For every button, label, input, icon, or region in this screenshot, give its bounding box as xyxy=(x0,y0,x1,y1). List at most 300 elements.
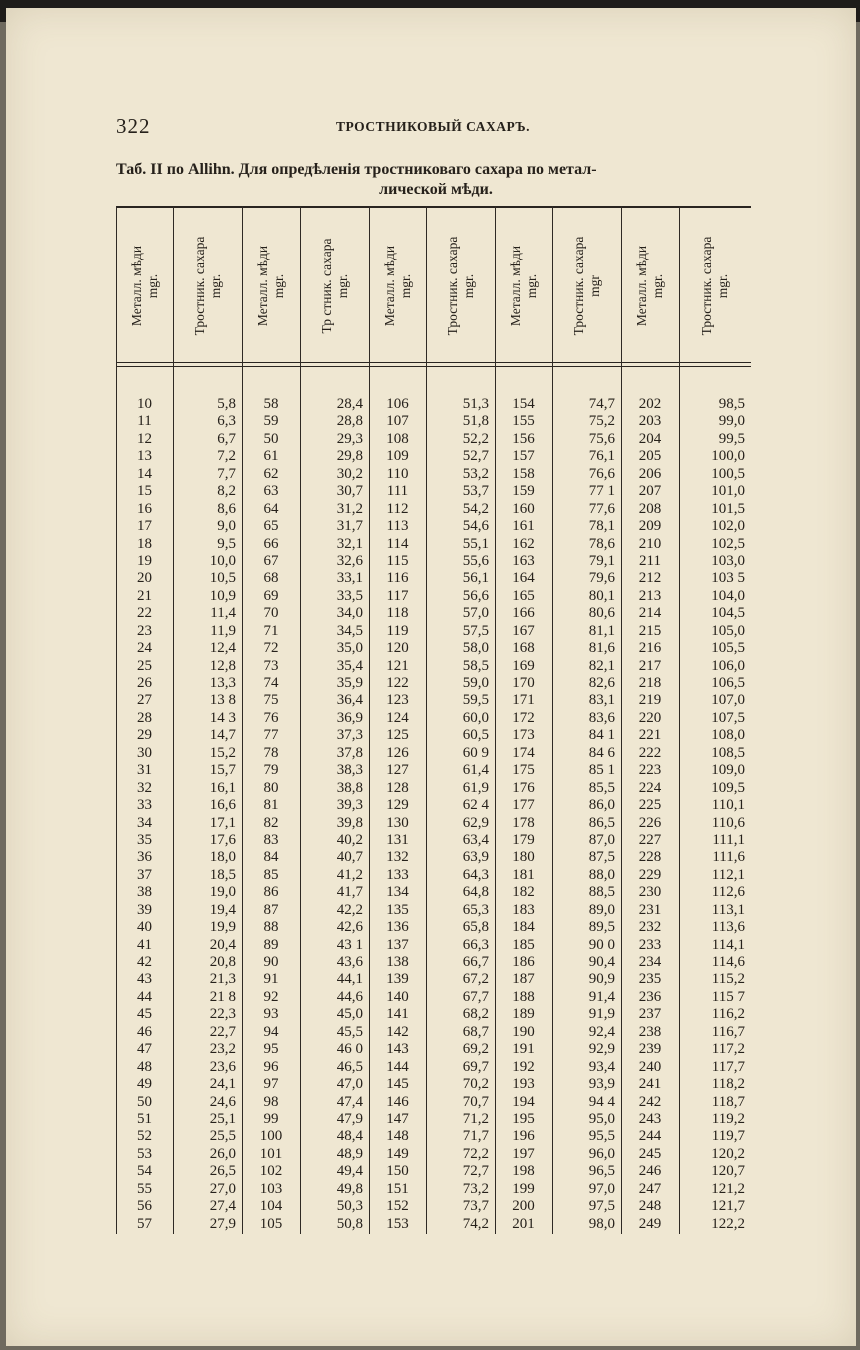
copper-column xyxy=(621,396,679,1233)
sugar-mgr-cell: 55,6 xyxy=(462,552,489,569)
sugar-mgr-cell: 8,6 xyxy=(217,500,236,517)
copper-mgr-cell: 220 xyxy=(638,709,662,726)
sugar-mgr-cell: 13 8 xyxy=(209,692,236,709)
sugar-mgr-cell: 35,9 xyxy=(336,675,363,691)
sugar-mgr-cell: 41,2 xyxy=(336,866,363,883)
column-header-label: Тростник. сахара mgr. xyxy=(699,236,730,336)
copper-mgr-cell: 232 xyxy=(638,919,662,936)
copper-mgr-cell: 67 xyxy=(263,552,279,569)
sugar-mgr-cell: 63,4 xyxy=(462,831,489,848)
sugar-mgr-cell: 24,1 xyxy=(209,1076,236,1093)
copper-mgr-cell: 196 xyxy=(512,1128,535,1145)
sugar-mgr-cell: 45,5 xyxy=(336,1023,363,1040)
copper-mgr-cell: 40 xyxy=(137,919,152,936)
copper-mgr-cell: 163 xyxy=(512,552,535,569)
copper-mgr-cell: 36 xyxy=(137,849,152,866)
sugar-mgr-cell: 60,0 xyxy=(462,709,489,726)
sugar-mgr-cell: 70,2 xyxy=(462,1076,489,1093)
sugar-mgr-cell: 99,5 xyxy=(718,430,745,447)
copper-mgr-cell: 61 xyxy=(263,448,279,465)
copper-mgr-cell: 157 xyxy=(512,448,535,465)
copper-mgr-cell: 167 xyxy=(512,622,535,639)
copper-mgr-cell: 39 xyxy=(137,901,152,918)
sugar-mgr-cell: 77 1 xyxy=(588,483,615,500)
copper-mgr-cell: 69 xyxy=(263,587,279,604)
sugar-mgr-cell: 111,6 xyxy=(712,849,745,866)
sugar-mgr-cell: 69,7 xyxy=(462,1058,489,1075)
sugar-mgr-cell: 66,3 xyxy=(462,936,489,953)
sugar-mgr-cell: 111,1 xyxy=(712,831,745,848)
copper-mgr-cell: 181 xyxy=(512,866,535,883)
copper-mgr-cell: 65 xyxy=(263,518,279,535)
copper-mgr-cell: 164 xyxy=(512,570,535,587)
copper-mgr-cell: 217 xyxy=(638,657,662,674)
copper-mgr-cell: 48 xyxy=(137,1058,152,1075)
copper-mgr-cell: 21 xyxy=(137,587,152,604)
column-header xyxy=(300,212,369,360)
sugar-mgr-cell: 51,8 xyxy=(462,413,489,430)
copper-mgr-cell: 91 xyxy=(263,971,279,988)
sugar-mgr-cell: 82,6 xyxy=(588,675,615,691)
sugar-mgr-cell: 79,6 xyxy=(588,570,615,587)
copper-mgr-cell: 213 xyxy=(638,587,662,604)
column-header xyxy=(552,212,621,360)
copper-mgr-cell: 183 xyxy=(512,901,535,918)
sugar-mgr-cell: 46 0 xyxy=(336,1041,363,1058)
sugar-mgr-cell: 32,6 xyxy=(336,552,363,569)
sugar-mgr-cell: 12,8 xyxy=(209,657,236,674)
sugar-mgr-cell: 55,1 xyxy=(462,535,489,552)
sugar-mgr-cell: 18,5 xyxy=(209,866,236,883)
copper-mgr-cell: 15 xyxy=(137,483,152,500)
sugar-mgr-cell: 36,4 xyxy=(336,692,363,709)
copper-mgr-cell: 202 xyxy=(638,396,662,412)
copper-mgr-cell: 174 xyxy=(512,744,535,761)
sugar-mgr-cell: 101,5 xyxy=(711,500,745,517)
sugar-mgr-cell: 47,0 xyxy=(336,1076,363,1093)
sugar-mgr-cell: 83,1 xyxy=(588,692,615,709)
copper-column xyxy=(116,396,173,1233)
sugar-mgr-cell: 80,1 xyxy=(588,587,615,604)
copper-mgr-cell: 249 xyxy=(638,1215,662,1232)
copper-mgr-cell: 76 xyxy=(263,709,279,726)
copper-mgr-cell: 46 xyxy=(137,1023,152,1040)
sugar-mgr-cell: 16,1 xyxy=(209,779,236,796)
copper-mgr-cell: 23 xyxy=(137,622,152,639)
sugar-mgr-cell: 109,0 xyxy=(711,762,745,779)
caption-line-2: лической мѣди. xyxy=(379,181,493,198)
copper-mgr-cell: 225 xyxy=(638,797,662,814)
sugar-mgr-cell: 94 4 xyxy=(588,1093,615,1110)
sugar-column xyxy=(300,396,369,1233)
copper-mgr-cell: 70 xyxy=(263,605,279,622)
column-header xyxy=(495,212,552,360)
copper-mgr-cell: 22 xyxy=(137,605,152,622)
sugar-mgr-cell: 51,3 xyxy=(462,396,489,412)
sugar-mgr-cell: 117,2 xyxy=(711,1041,745,1058)
copper-mgr-cell: 135 xyxy=(386,901,409,918)
copper-mgr-cell: 53 xyxy=(137,1145,152,1162)
sugar-mgr-cell: 11,4 xyxy=(210,605,236,622)
sugar-mgr-cell: 26,0 xyxy=(209,1145,236,1162)
copper-mgr-cell: 87 xyxy=(263,901,279,918)
sugar-mgr-cell: 114,6 xyxy=(711,954,745,970)
copper-mgr-cell: 153 xyxy=(386,1215,409,1232)
copper-mgr-cell: 162 xyxy=(512,535,535,552)
copper-mgr-cell: 155 xyxy=(512,413,535,430)
sugar-mgr-cell: 41,7 xyxy=(336,884,363,901)
copper-mgr-cell: 141 xyxy=(386,1006,409,1023)
column-header-label: Металл. мѣди mgr. xyxy=(381,245,413,327)
copper-mgr-cell: 58 xyxy=(263,396,279,412)
copper-mgr-cell: 104 xyxy=(259,1198,283,1215)
sugar-mgr-cell: 56,1 xyxy=(462,570,489,587)
sugar-mgr-cell: 70,7 xyxy=(462,1093,489,1110)
copper-mgr-cell: 247 xyxy=(638,1180,662,1197)
copper-mgr-cell: 103 xyxy=(259,1180,283,1197)
sugar-mgr-cell: 37,8 xyxy=(336,744,363,761)
column-header-label: Металл. мѣди mgr. xyxy=(634,245,665,327)
column-header xyxy=(173,212,242,360)
copper-mgr-cell: 236 xyxy=(638,988,662,1005)
copper-mgr-cell: 208 xyxy=(638,500,662,517)
sugar-mgr-cell: 20,4 xyxy=(209,936,236,953)
copper-mgr-cell: 41 xyxy=(137,936,152,953)
column-header-label: Металл. мѣди mgr. xyxy=(128,245,160,327)
copper-mgr-cell: 177 xyxy=(512,797,535,814)
copper-mgr-cell: 121 xyxy=(386,657,409,674)
copper-mgr-cell: 221 xyxy=(638,727,662,744)
sugar-mgr-cell: 13,3 xyxy=(209,675,236,691)
copper-mgr-cell: 245 xyxy=(638,1145,662,1162)
running-title: ТРОСТНИКОВЫЙ САХАРЪ. xyxy=(336,119,530,134)
copper-mgr-cell: 228 xyxy=(638,849,662,866)
sugar-mgr-cell: 114,1 xyxy=(711,936,745,953)
sugar-mgr-cell: 113,6 xyxy=(711,919,745,936)
sugar-mgr-cell: 52,2 xyxy=(462,430,489,447)
sugar-mgr-cell: 10,5 xyxy=(209,570,236,587)
copper-mgr-cell: 154 xyxy=(512,396,535,412)
copper-mgr-cell: 204 xyxy=(638,430,662,447)
copper-mgr-cell: 37 xyxy=(137,866,152,883)
sugar-mgr-cell: 103,0 xyxy=(711,552,745,569)
table-caption xyxy=(116,160,756,200)
sugar-mgr-cell: 92,9 xyxy=(588,1041,615,1058)
sugar-mgr-cell: 38,3 xyxy=(336,762,363,779)
sugar-mgr-cell: 39,3 xyxy=(336,797,363,814)
copper-mgr-cell: 52 xyxy=(137,1128,152,1145)
column-header-label: Тр стник. сахара mgr. xyxy=(318,238,350,334)
copper-mgr-cell: 101 xyxy=(259,1145,283,1162)
sugar-mgr-cell: 69,2 xyxy=(462,1041,489,1058)
sugar-mgr-cell: 74,2 xyxy=(462,1215,489,1232)
copper-mgr-cell: 125 xyxy=(386,727,409,744)
sugar-mgr-cell: 73,7 xyxy=(462,1198,489,1215)
sugar-mgr-cell: 49,4 xyxy=(336,1163,363,1180)
sugar-mgr-cell: 16,6 xyxy=(209,797,236,814)
sugar-mgr-cell: 27,9 xyxy=(209,1215,236,1232)
copper-mgr-cell: 82 xyxy=(263,814,279,831)
sugar-mgr-cell: 14,7 xyxy=(209,727,236,744)
copper-mgr-cell: 173 xyxy=(512,727,535,744)
sugar-mgr-cell: 79,1 xyxy=(588,552,615,569)
sugar-mgr-cell: 83,6 xyxy=(588,709,615,726)
sugar-mgr-cell: 116,2 xyxy=(711,1006,745,1023)
copper-mgr-cell: 24 xyxy=(137,640,152,657)
copper-mgr-cell: 120 xyxy=(386,640,409,657)
sugar-mgr-cell: 42,6 xyxy=(336,919,363,936)
sugar-mgr-cell: 27,4 xyxy=(209,1198,236,1215)
copper-mgr-cell: 132 xyxy=(386,849,409,866)
sugar-mgr-cell: 90 0 xyxy=(588,936,615,953)
sugar-mgr-cell: 122,2 xyxy=(711,1215,745,1232)
column-header-label: Тростник. сахара mgr. xyxy=(444,236,476,336)
sugar-column xyxy=(679,396,751,1233)
sugar-mgr-cell: 59,0 xyxy=(462,675,489,691)
copper-mgr-cell: 203 xyxy=(638,413,662,430)
copper-mgr-cell: 14 xyxy=(137,465,152,482)
copper-mgr-cell: 239 xyxy=(638,1041,662,1058)
sugar-mgr-cell: 23,6 xyxy=(209,1058,236,1075)
sugar-mgr-cell: 105,5 xyxy=(711,640,745,657)
copper-mgr-cell: 178 xyxy=(512,814,535,831)
sugar-mgr-cell: 59,5 xyxy=(462,692,489,709)
copper-mgr-cell: 95 xyxy=(263,1041,279,1058)
copper-mgr-cell: 119 xyxy=(386,622,409,639)
copper-mgr-cell: 117 xyxy=(386,587,409,604)
copper-mgr-cell: 129 xyxy=(386,797,409,814)
copper-mgr-cell: 133 xyxy=(386,866,409,883)
sugar-mgr-cell: 24,6 xyxy=(209,1093,236,1110)
sugar-mgr-cell: 89,0 xyxy=(588,901,615,918)
copper-mgr-cell: 34 xyxy=(137,814,152,831)
copper-mgr-cell: 44 xyxy=(137,988,152,1005)
sugar-mgr-cell: 21,3 xyxy=(209,971,236,988)
copper-mgr-cell: 10 xyxy=(137,396,152,412)
sugar-mgr-cell: 68,2 xyxy=(462,1006,489,1023)
copper-mgr-cell: 205 xyxy=(638,448,662,465)
sugar-mgr-cell: 106,5 xyxy=(711,675,745,691)
copper-mgr-cell: 109 xyxy=(386,448,409,465)
copper-mgr-cell: 12 xyxy=(137,430,152,447)
sugar-mgr-cell: 17,1 xyxy=(209,814,236,831)
sugar-mgr-cell: 33,5 xyxy=(336,587,363,604)
copper-mgr-cell: 77 xyxy=(263,727,279,744)
copper-mgr-cell: 71 xyxy=(263,622,279,639)
copper-mgr-cell: 197 xyxy=(512,1145,535,1162)
column-header xyxy=(242,212,300,360)
sugar-mgr-cell: 99,0 xyxy=(718,413,745,430)
sugar-mgr-cell: 22,7 xyxy=(209,1023,236,1040)
copper-mgr-cell: 209 xyxy=(638,518,662,535)
sugar-mgr-cell: 62 4 xyxy=(462,797,489,814)
sugar-mgr-cell: 86,5 xyxy=(588,814,615,831)
sugar-mgr-cell: 90,9 xyxy=(588,971,615,988)
copper-mgr-cell: 224 xyxy=(638,779,662,796)
copper-mgr-cell: 33 xyxy=(137,797,152,814)
sugar-mgr-cell: 64,8 xyxy=(462,884,489,901)
copper-mgr-cell: 114 xyxy=(386,535,409,552)
sugar-mgr-cell: 50,3 xyxy=(336,1198,363,1215)
sugar-mgr-cell: 75,6 xyxy=(588,430,615,447)
copper-mgr-cell: 32 xyxy=(137,779,152,796)
sugar-mgr-cell: 84 1 xyxy=(588,727,615,744)
sugar-mgr-cell: 112,1 xyxy=(711,866,745,883)
sugar-column xyxy=(173,396,242,1233)
sugar-column xyxy=(426,396,495,1233)
copper-mgr-cell: 180 xyxy=(512,849,535,866)
sugar-mgr-cell: 85,5 xyxy=(588,779,615,796)
sugar-mgr-cell: 32,1 xyxy=(336,535,363,552)
copper-mgr-cell: 242 xyxy=(638,1093,662,1110)
copper-mgr-cell: 55 xyxy=(137,1180,152,1197)
copper-mgr-cell: 50 xyxy=(137,1093,152,1110)
sugar-mgr-cell: 38,8 xyxy=(336,779,363,796)
copper-mgr-cell: 49 xyxy=(137,1076,152,1093)
copper-column xyxy=(242,396,300,1233)
copper-mgr-cell: 198 xyxy=(512,1163,535,1180)
sugar-mgr-cell: 95,5 xyxy=(588,1128,615,1145)
copper-mgr-cell: 138 xyxy=(386,954,409,970)
copper-column xyxy=(369,396,426,1233)
sugar-mgr-cell: 71,2 xyxy=(462,1110,489,1127)
sugar-mgr-cell: 64,3 xyxy=(462,866,489,883)
sugar-mgr-cell: 61,4 xyxy=(462,762,489,779)
copper-mgr-cell: 189 xyxy=(512,1006,535,1023)
sugar-mgr-cell: 103 5 xyxy=(711,570,745,587)
sugar-mgr-cell: 76,6 xyxy=(588,465,615,482)
copper-mgr-cell: 144 xyxy=(386,1058,409,1075)
sugar-mgr-cell: 42,2 xyxy=(336,901,363,918)
copper-mgr-cell: 66 xyxy=(263,535,279,552)
sugar-mgr-cell: 88,0 xyxy=(588,866,615,883)
sugar-mgr-cell: 29,3 xyxy=(336,430,363,447)
copper-mgr-cell: 78 xyxy=(263,744,279,761)
copper-mgr-cell: 230 xyxy=(638,884,662,901)
copper-mgr-cell: 165 xyxy=(512,587,535,604)
copper-mgr-cell: 26 xyxy=(137,675,152,691)
copper-mgr-cell: 90 xyxy=(263,954,279,970)
copper-mgr-cell: 140 xyxy=(386,988,409,1005)
copper-mgr-cell: 226 xyxy=(638,814,662,831)
copper-mgr-cell: 112 xyxy=(386,500,409,517)
sugar-mgr-cell: 86,0 xyxy=(588,797,615,814)
copper-mgr-cell: 123 xyxy=(386,692,409,709)
copper-mgr-cell: 222 xyxy=(638,744,662,761)
copper-mgr-cell: 113 xyxy=(386,518,409,535)
sugar-mgr-cell: 25,5 xyxy=(209,1128,236,1145)
sugar-mgr-cell: 18,0 xyxy=(209,849,236,866)
sugar-mgr-cell: 7,2 xyxy=(217,448,236,465)
copper-mgr-cell: 29 xyxy=(137,727,152,744)
sugar-mgr-cell: 12,4 xyxy=(209,640,236,657)
copper-mgr-cell: 151 xyxy=(386,1180,409,1197)
sugar-mgr-cell: 52,7 xyxy=(462,448,489,465)
sugar-mgr-cell: 77,6 xyxy=(588,500,615,517)
sugar-mgr-cell: 6,3 xyxy=(217,413,236,430)
copper-mgr-cell: 184 xyxy=(512,919,535,936)
sugar-mgr-cell: 20,8 xyxy=(209,954,236,970)
sugar-mgr-cell: 89,5 xyxy=(588,919,615,936)
sugar-mgr-cell: 54,6 xyxy=(462,518,489,535)
sugar-mgr-cell: 105,0 xyxy=(711,622,745,639)
sugar-mgr-cell: 109,5 xyxy=(711,779,745,796)
sugar-mgr-cell: 74,7 xyxy=(588,396,615,412)
sugar-mgr-cell: 116,7 xyxy=(711,1023,745,1040)
sugar-mgr-cell: 98,0 xyxy=(588,1215,615,1232)
sugar-mgr-cell: 121,2 xyxy=(711,1180,745,1197)
sugar-mgr-cell: 19,4 xyxy=(209,901,236,918)
sugar-mgr-cell: 57,0 xyxy=(462,605,489,622)
copper-mgr-cell: 28 xyxy=(137,709,152,726)
sugar-mgr-cell: 80,6 xyxy=(588,605,615,622)
copper-mgr-cell: 214 xyxy=(638,605,662,622)
sugar-mgr-cell: 11,9 xyxy=(210,622,236,639)
sugar-mgr-cell: 93,9 xyxy=(588,1076,615,1093)
copper-mgr-cell: 31 xyxy=(137,762,152,779)
copper-mgr-cell: 81 xyxy=(263,797,279,814)
copper-mgr-cell: 16 xyxy=(137,500,152,517)
copper-mgr-cell: 211 xyxy=(639,552,661,569)
sugar-mgr-cell: 104,0 xyxy=(711,587,745,604)
copper-mgr-cell: 169 xyxy=(512,657,535,674)
sugar-mgr-cell: 58,0 xyxy=(462,640,489,657)
copper-mgr-cell: 234 xyxy=(638,954,662,970)
sugar-mgr-cell: 54,2 xyxy=(462,500,489,517)
column-header xyxy=(369,212,426,360)
copper-mgr-cell: 88 xyxy=(263,919,279,936)
sugar-mgr-cell: 115,2 xyxy=(711,971,745,988)
copper-mgr-cell: 84 xyxy=(263,849,279,866)
sugar-mgr-cell: 98,5 xyxy=(718,396,745,412)
sugar-mgr-cell: 96,0 xyxy=(588,1145,615,1162)
sugar-mgr-cell: 14 3 xyxy=(209,709,236,726)
copper-mgr-cell: 94 xyxy=(263,1023,279,1040)
copper-mgr-cell: 142 xyxy=(386,1023,409,1040)
copper-mgr-cell: 107 xyxy=(386,413,409,430)
sugar-mgr-cell: 46,5 xyxy=(336,1058,363,1075)
sugar-mgr-cell: 21 8 xyxy=(209,988,236,1005)
sugar-mgr-cell: 78,6 xyxy=(588,535,615,552)
sugar-mgr-cell: 119,7 xyxy=(711,1128,745,1145)
copper-mgr-cell: 127 xyxy=(386,762,409,779)
copper-mgr-cell: 206 xyxy=(638,465,662,482)
copper-mgr-cell: 98 xyxy=(263,1093,279,1110)
copper-mgr-cell: 11 xyxy=(137,413,152,430)
copper-mgr-cell: 148 xyxy=(386,1128,409,1145)
copper-mgr-cell: 146 xyxy=(386,1093,409,1110)
copper-mgr-cell: 212 xyxy=(638,570,662,587)
sugar-mgr-cell: 30,7 xyxy=(336,483,363,500)
copper-mgr-cell: 96 xyxy=(263,1058,279,1075)
copper-mgr-cell: 19 xyxy=(137,552,152,569)
copper-mgr-cell: 219 xyxy=(638,692,662,709)
sugar-mgr-cell: 34,0 xyxy=(336,605,363,622)
copper-mgr-cell: 136 xyxy=(386,919,409,936)
copper-mgr-cell: 83 xyxy=(263,831,279,848)
column-header-label: Тростник. сахара mgr xyxy=(570,236,602,336)
copper-mgr-cell: 56 xyxy=(137,1198,152,1215)
copper-mgr-cell: 223 xyxy=(638,762,662,779)
copper-mgr-cell: 108 xyxy=(386,430,409,447)
sugar-mgr-cell: 17,6 xyxy=(209,831,236,848)
sugar-mgr-cell: 87,5 xyxy=(588,849,615,866)
copper-mgr-cell: 134 xyxy=(386,884,409,901)
column-header-label: Тростник. сахара mgr. xyxy=(191,236,223,336)
copper-mgr-cell: 105 xyxy=(259,1215,283,1232)
copper-mgr-cell: 210 xyxy=(638,535,662,552)
copper-mgr-cell: 168 xyxy=(512,640,535,657)
